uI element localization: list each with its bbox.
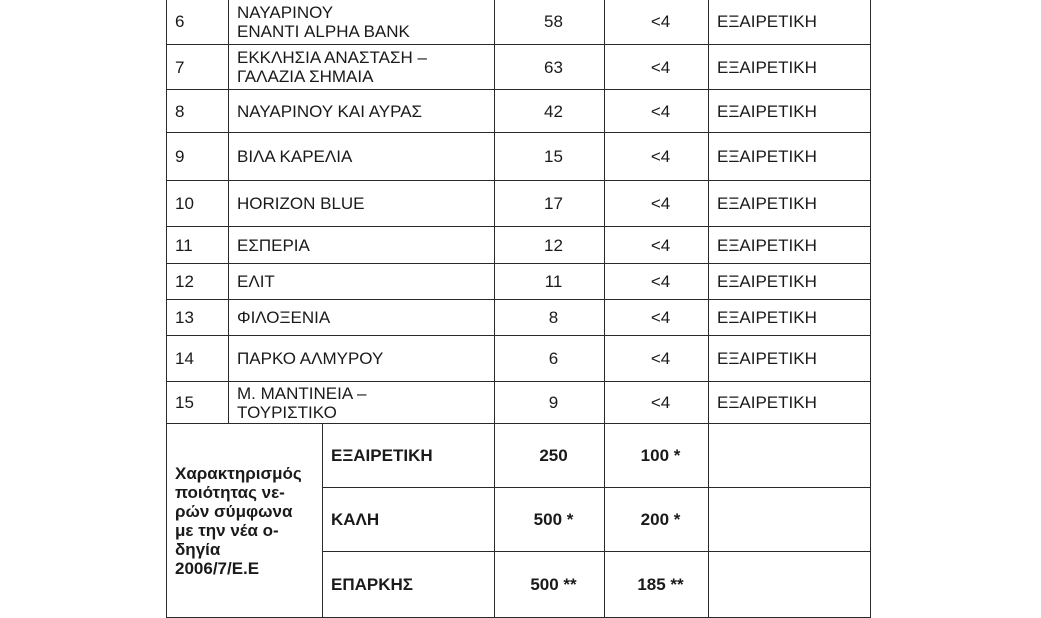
table-row <box>167 336 871 382</box>
rating: ΕΞΑΙΡΕΤΙΚΗ <box>709 336 871 382</box>
table-row <box>167 0 871 45</box>
value-2: <4 <box>605 264 709 300</box>
row-number: 14 <box>167 336 229 382</box>
value-1: 9 <box>495 382 605 424</box>
rating: ΕΞΑΙΡΕΤΙΚΗ <box>709 45 871 90</box>
row-number: 12 <box>167 264 229 300</box>
row-number: 15 <box>167 382 229 424</box>
quality-value-2: 100 * <box>605 424 709 488</box>
value-1: 17 <box>495 181 605 227</box>
location-name: ΕΚΚΛΗΣΙΑ ΑΝΑΣΤΑΣΗ – ΓΑΛΑΖΙΑ ΣΗΜΑΙΑ <box>229 45 495 90</box>
location-name: HORIZON BLUE <box>229 181 495 227</box>
location-name: ΝΑΥΑΡΙΝΟΥ ΚΑΙ ΑΥΡΑΣ <box>229 90 495 133</box>
rating: ΕΞΑΙΡΕΤΙΚΗ <box>709 0 871 45</box>
value-1: 15 <box>495 133 605 181</box>
value-2: <4 <box>605 336 709 382</box>
table-row <box>167 382 871 424</box>
rating: ΕΞΑΙΡΕΤΙΚΗ <box>709 382 871 424</box>
table-row <box>167 45 871 90</box>
quality-value-1: 500 * <box>495 488 605 552</box>
location-name: ΝΑΥΑΡΙΝΟΥ ΕΝΑΝΤΙ ALPHA BANK <box>229 0 495 45</box>
quality-value-2: 200 * <box>605 488 709 552</box>
row-number: 9 <box>167 133 229 181</box>
table-row <box>167 181 871 227</box>
value-2: <4 <box>605 382 709 424</box>
value-2: <4 <box>605 133 709 181</box>
quality-value-1: 500 ** <box>495 552 605 618</box>
quality-value-1: 250 <box>495 424 605 488</box>
table-row <box>167 90 871 133</box>
table-row <box>167 133 871 181</box>
value-2: <4 <box>605 181 709 227</box>
location-name: ΕΣΠΕΡΙΑ <box>229 227 495 264</box>
value-2: <4 <box>605 0 709 45</box>
location-name: ΒΙΛΑ ΚΑΡΕΛΙΑ <box>229 133 495 181</box>
table-row <box>167 300 871 336</box>
value-1: 42 <box>495 90 605 133</box>
location-name: Μ. ΜΑΝΤΙΝΕΙΑ – ΤΟΥΡΙΣΤΙΚΟ <box>229 382 495 424</box>
value-1: 11 <box>495 264 605 300</box>
row-number: 13 <box>167 300 229 336</box>
value-2: <4 <box>605 300 709 336</box>
quality-classification-label: Χαρακτηρισμός ποιότητας νε- ρών σύμφωνα με την νέα ο- δηγία 2006/7/Ε.Ε <box>167 424 323 618</box>
location-name: ΦΙΛΟΞΕΝΙΑ <box>229 300 495 336</box>
location-name: ΠΑΡΚΟ ΑΛΜΥΡΟΥ <box>229 336 495 382</box>
value-1: 8 <box>495 300 605 336</box>
row-number: 6 <box>167 0 229 45</box>
row-number: 10 <box>167 181 229 227</box>
quality-class: ΕΠΑΡΚΗΣ <box>323 552 495 618</box>
results-table <box>166 0 871 618</box>
value-2: <4 <box>605 90 709 133</box>
location-name: ΕΛΙΤ <box>229 264 495 300</box>
row-number: 8 <box>167 90 229 133</box>
empty-cell <box>709 424 871 488</box>
rating: ΕΞΑΙΡΕΤΙΚΗ <box>709 133 871 181</box>
value-2: <4 <box>605 45 709 90</box>
value-1: 58 <box>495 0 605 45</box>
rating: ΕΞΑΙΡΕΤΙΚΗ <box>709 227 871 264</box>
table-row <box>167 227 871 264</box>
quality-class: ΕΞΑΙΡΕΤΙΚΗ <box>323 424 495 488</box>
value-1: 6 <box>495 336 605 382</box>
row-number: 11 <box>167 227 229 264</box>
table-row <box>167 264 871 300</box>
rating: ΕΞΑΙΡΕΤΙΚΗ <box>709 300 871 336</box>
row-number: 7 <box>167 45 229 90</box>
quality-class: ΚΑΛΗ <box>323 488 495 552</box>
rating: ΕΞΑΙΡΕΤΙΚΗ <box>709 181 871 227</box>
value-1: 63 <box>495 45 605 90</box>
value-1: 12 <box>495 227 605 264</box>
rating: ΕΞΑΙΡΕΤΙΚΗ <box>709 90 871 133</box>
quality-value-2: 185 ** <box>605 552 709 618</box>
value-2: <4 <box>605 227 709 264</box>
rating: ΕΞΑΙΡΕΤΙΚΗ <box>709 264 871 300</box>
quality-row <box>167 424 871 488</box>
empty-cell <box>709 488 871 552</box>
